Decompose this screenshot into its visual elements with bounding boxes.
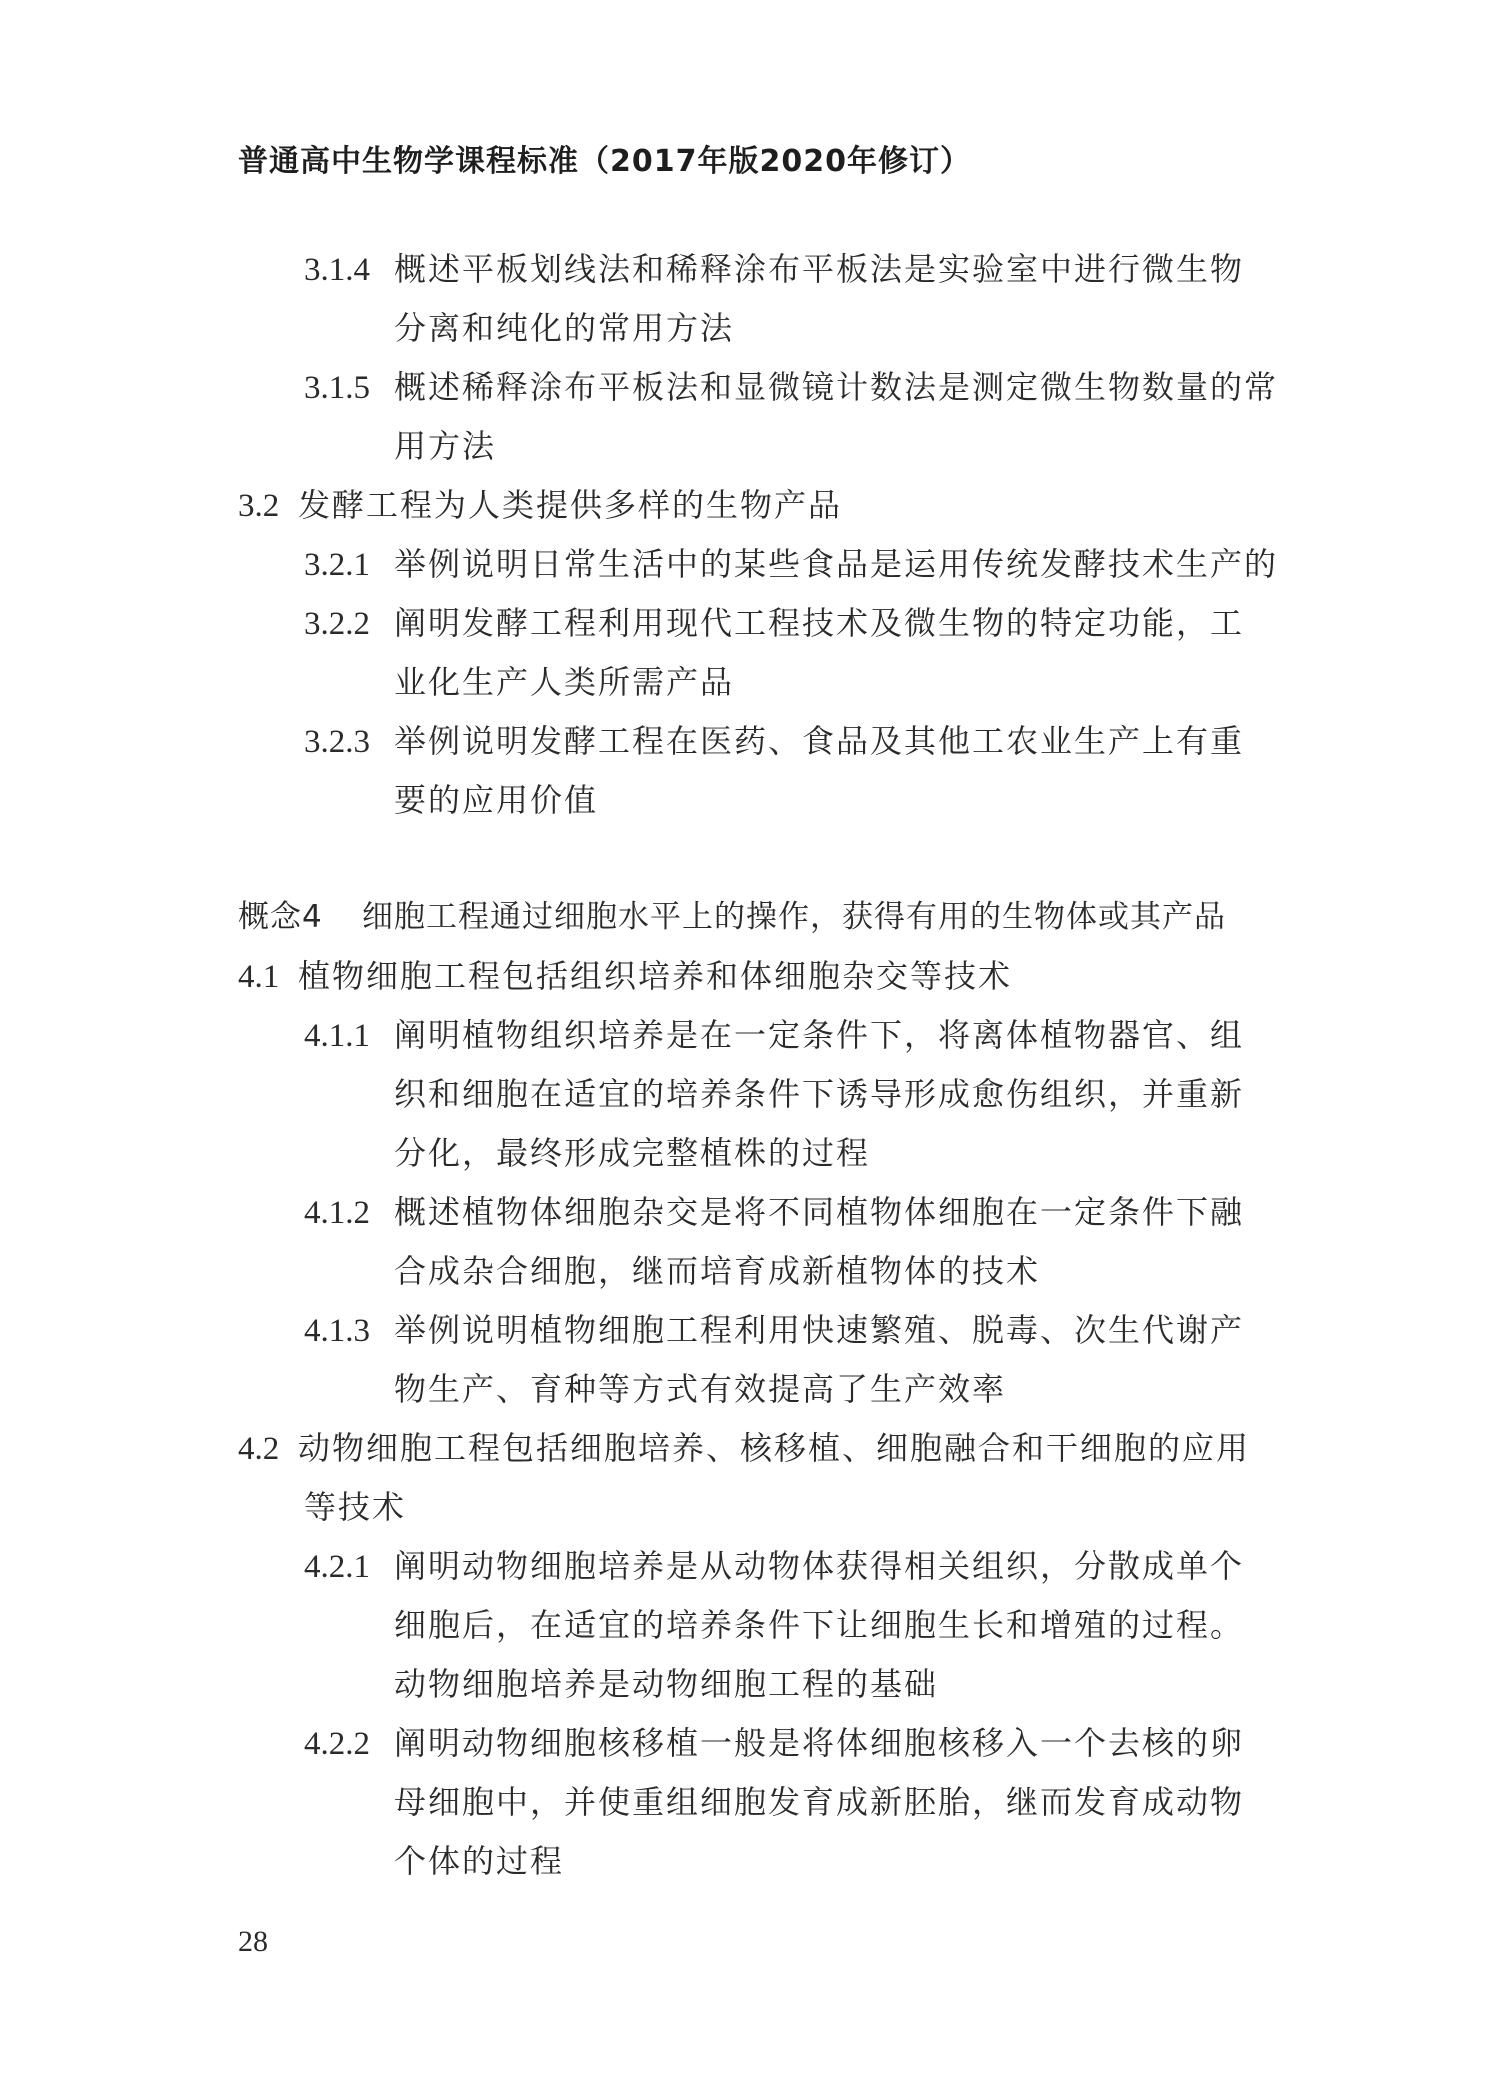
page-number: 28 — [238, 1925, 268, 1958]
item-text: 阐明动物细胞培养是从动物体获得相关组织，分散成单个 — [394, 1547, 1245, 1585]
item-4-1-3-line-2: 物生产、育种等方式有效提高了生产效率 — [394, 1370, 1007, 1408]
item-4-2-line-1 — [238, 1419, 1258, 1478]
page-content — [238, 240, 1279, 1891]
item-3-2-3-line-1 — [238, 712, 1258, 771]
item-4-2-2-line-2: 母细胞中，并使重组细胞发育成新胚胎，继而发育成动物 — [394, 1783, 1245, 1821]
item-number: 4.2.2 — [304, 1726, 370, 1762]
item-3-2 — [238, 476, 1258, 535]
item-text: 阐明动物细胞核移植一般是将体细胞核移入一个去核的卵 — [394, 1724, 1245, 1762]
item-3-1-4-line-2: 分离和纯化的常用方法 — [394, 309, 735, 347]
item-3-2-1 — [238, 535, 1279, 594]
item-4-2-1-line-2: 细胞后，在适宜的培养条件下让细胞生长和增殖的过程。 — [394, 1606, 1245, 1644]
item-text: 阐明植物组织培养是在一定条件下，将离体植物器官、组 — [394, 1016, 1245, 1054]
item-number: 3.1.4 — [304, 252, 370, 288]
item-text: 植物细胞工程包括组织培养和体细胞杂交等技术 — [298, 957, 1013, 995]
item-number: 4.2 — [238, 1431, 280, 1467]
concept-4-heading — [238, 888, 1258, 947]
item-text: 概述稀释涂布平板法和显微镜计数法是测定微生物数量的常 — [394, 368, 1279, 406]
concept-text: 细胞工程通过细胞水平上的操作，获得有用的生物体或其产品 — [362, 899, 1226, 935]
item-3-2-2-line-2: 业化生产人类所需产品 — [394, 663, 735, 701]
item-text: 概述植物体细胞杂交是将不同植物体细胞在一定条件下融 — [394, 1193, 1245, 1231]
running-header: 普通高中生物学课程标准（2017年版2020年修订） — [238, 144, 971, 179]
item-number: 3.2.2 — [304, 606, 370, 642]
item-4-2-1-line-3: 动物细胞培养是动物细胞工程的基础 — [394, 1665, 939, 1703]
item-3-2-3-line-2: 要的应用价值 — [394, 781, 599, 819]
item-4-2-2-line-1 — [238, 1714, 1258, 1773]
item-number: 3.2.3 — [304, 724, 370, 760]
item-number: 4.1.1 — [304, 1018, 370, 1054]
item-number: 4.1.3 — [304, 1313, 370, 1349]
item-number: 3.1.5 — [304, 370, 370, 406]
item-text: 举例说明发酵工程在医药、食品及其他工农业生产上有重 — [394, 722, 1245, 760]
item-number: 3.2.1 — [304, 547, 370, 583]
item-4-1-1-line-1 — [238, 1006, 1258, 1065]
concept-label: 概念4 — [238, 899, 323, 935]
item-text: 举例说明植物细胞工程利用快速繁殖、脱毒、次生代谢产 — [394, 1311, 1245, 1349]
item-4-1 — [238, 947, 1258, 1006]
item-4-1-2-line-2: 合成杂合细胞，继而培育成新植物体的技术 — [394, 1252, 1041, 1290]
item-3-1-5-line-1 — [238, 358, 1279, 417]
item-4-1-1-line-2: 织和细胞在适宜的培养条件下诱导形成愈伤组织，并重新 — [394, 1075, 1245, 1113]
item-3-1-4-line-1 — [238, 240, 1258, 299]
item-4-2-1-line-1 — [238, 1537, 1258, 1596]
item-text: 概述平板划线法和稀释涂布平板法是实验室中进行微生物 — [394, 250, 1245, 288]
item-3-1-5-line-2: 用方法 — [394, 427, 497, 465]
item-number: 4.2.1 — [304, 1549, 370, 1585]
item-number: 4.1.2 — [304, 1195, 370, 1231]
item-3-2-2-line-1 — [238, 594, 1258, 653]
item-4-1-3-line-1 — [238, 1301, 1258, 1360]
item-4-2-2-line-3: 个体的过程 — [394, 1842, 565, 1880]
item-text: 动物细胞工程包括细胞培养、核移植、细胞融合和干细胞的应用 — [298, 1429, 1251, 1467]
item-number: 4.1 — [238, 959, 280, 995]
item-text: 举例说明日常生活中的某些食品是运用传统发酵技术生产的 — [394, 545, 1279, 583]
item-4-1-2-line-1 — [238, 1183, 1258, 1242]
item-text: 阐明发酵工程利用现代工程技术及微生物的特定功能，工 — [394, 604, 1245, 642]
item-4-2-line-2: 等技术 — [304, 1488, 407, 1526]
item-number: 3.2 — [238, 488, 280, 524]
item-text: 发酵工程为人类提供多样的生物产品 — [298, 486, 843, 524]
item-4-1-1-line-3: 分化，最终形成完整植株的过程 — [394, 1134, 871, 1172]
